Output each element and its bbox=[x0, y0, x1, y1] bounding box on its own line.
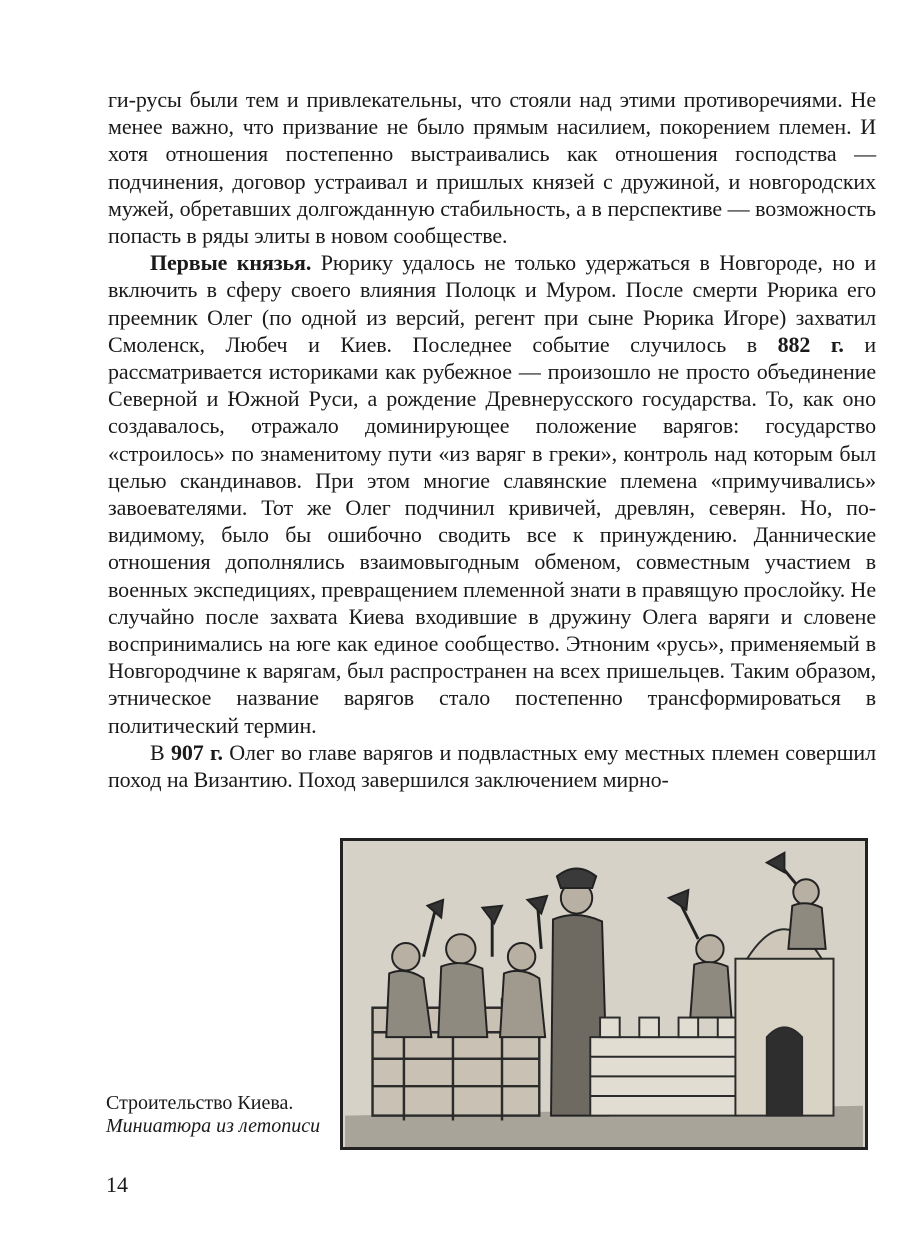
paragraph-2-text-b: и рассматривается историками как рубежное — произошло не просто объединение Северной и Южной Руси, а рождение Древнерусского государства. То, как оно создавалось, отражало доминирующее положение варягов: государство «строилось» по знаменитому пути «из варяг в греки», контроль над которым был целью скандинавов. При этом многие славянские племена «примучивались» завоевателями. Тот же Олег подчинил кривичей, древлян, северян. Но, по-видимому, было бы ошибочно сводить все к принуждению. Даннические отношения дополнялись взаимовыгодным обменом, совместным участием в военных экспедициях, превращением племенной знати в правящую прослойку. Не случайно после захвата Киева входившие в дружину Олега варяги и словене воспринимались на юге как единое сообщество. Этноним «русь», применяемый в Новгородчине к варягам, был распространен на всех пришельцев. Таким образом, этническое название варягов стало постепенно трансформироваться в политический термин. bbox=[108, 331, 876, 738]
section-heading: Первые князья. bbox=[150, 250, 312, 276]
caption-source: Миниатюра из летописи bbox=[106, 1115, 321, 1137]
year-882: 882 г. bbox=[777, 331, 844, 357]
miniature-illustration bbox=[340, 838, 868, 1150]
paragraph-2 bbox=[108, 249, 876, 739]
page-number: 14 bbox=[106, 1172, 128, 1197]
paragraph-1: ги-русы были тем и привлекательны, что стояли над этими противоречиями. Не менее важно, что призвание не было прямым насилием, покорением племен. И хотя отношения постепенно выстраивались как отношения господства — подчинения, договор устраивал и пришлых князей с дружиной, и новгородских мужей, обретавших долгожданную стабильность, а в перспективе — возможность попасть в ряды элиты в новом сообществе. bbox=[108, 87, 876, 249]
paragraph-2-text-a: Рюрику удалось не только удержаться в Новгороде, но и включить в сферу своего влияния Полоцк и Муром. После смерти Рюрика его преемник Олег (по одной из версий, регент при сыне Рюрика Игоре) захватил Смоленск, Любеч и Киев. Последнее событие случилось в bbox=[108, 250, 876, 357]
paragraph-3-text-b: Олег во главе варягов и подвластных ему местных племен совершил поход на Византию. Поход завершился заключением мирно- bbox=[108, 739, 876, 793]
paragraph-3-text-a: В bbox=[150, 739, 171, 765]
body-text bbox=[108, 86, 876, 793]
paragraph-3 bbox=[108, 739, 876, 793]
figure-caption bbox=[106, 1092, 331, 1138]
caption-title: Строительство Киева. bbox=[106, 1092, 294, 1114]
year-907: 907 г. bbox=[170, 739, 223, 765]
illustration-drawing bbox=[343, 841, 865, 1147]
